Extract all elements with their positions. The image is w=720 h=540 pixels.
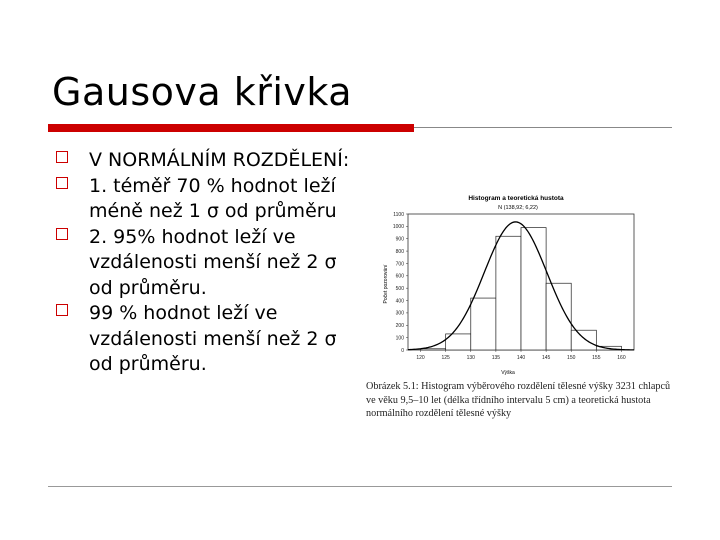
histogram-bar <box>521 228 546 350</box>
title-divider-line <box>414 127 672 128</box>
y-tick-label: 800 <box>395 248 404 255</box>
y-tick-label: 900 <box>395 236 404 243</box>
bullet-text: 99 % hodnot leží ve vzdálenosti menší než 2 σ od průměru. <box>89 302 337 375</box>
slide-title: Gausova křivka <box>52 70 353 114</box>
bullet-text: 2. 95% hodnot leží ve vzdálenosti menší než 2 σ od průměru. <box>89 225 337 299</box>
title-accent-bar <box>48 124 414 132</box>
bullet-item <box>56 225 356 302</box>
y-tick-label: 1100 <box>393 211 404 218</box>
x-tick-label: 150 <box>567 355 576 361</box>
x-tick-label: 130 <box>466 355 475 361</box>
histogram-bar <box>471 298 496 350</box>
x-axis-label: Výška <box>501 370 515 376</box>
x-tick-label: 125 <box>441 355 450 361</box>
bottom-divider-line <box>48 486 672 487</box>
y-tick-label: 400 <box>395 298 404 305</box>
y-tick-label: 1000 <box>392 224 404 231</box>
y-tick-label: 600 <box>395 273 404 280</box>
bullet-text: V NORMÁLNÍM ROZDĚLENÍ: <box>89 149 350 171</box>
x-tick-label: 155 <box>592 355 601 361</box>
square-bullet-icon <box>56 228 68 240</box>
x-tick-label: 160 <box>617 355 626 361</box>
bullet-item <box>56 301 356 378</box>
bullet-text: 1. téměř 70 % hodnot leží méně než 1 σ od průměru <box>89 174 337 222</box>
y-axis-label: Počet pozorování <box>383 264 389 304</box>
square-bullet-icon <box>56 304 68 316</box>
y-tick-label: 300 <box>395 310 404 317</box>
figure-caption: Obrázek 5.1: Histogram výběrového rozdělení tělesné výšky 3231 chlapců ve věku 9,5–10 let (délka třídního intervalu 5 cm) a teoretická hustota normálního rozdělení tělesné výšky <box>366 381 671 419</box>
y-tick-label: 0 <box>401 347 404 354</box>
y-tick-label: 200 <box>395 323 404 330</box>
x-tick-label: 135 <box>491 355 501 361</box>
histogram-bar <box>571 330 596 350</box>
bullet-item <box>56 148 356 174</box>
bullet-list <box>56 148 356 378</box>
histogram-bar <box>496 236 521 350</box>
histogram-bar <box>421 349 446 350</box>
square-bullet-icon <box>56 177 68 189</box>
histogram-chart <box>364 178 676 378</box>
y-tick-label: 500 <box>395 285 404 292</box>
y-tick-label: 100 <box>395 335 404 342</box>
bullet-item <box>56 174 356 225</box>
x-tick-label: 140 <box>516 355 526 361</box>
square-bullet-icon <box>56 151 68 163</box>
chart-subtitle: N (138,92; 6,22) <box>498 205 538 211</box>
y-tick-label: 700 <box>395 261 404 268</box>
x-tick-label: 145 <box>541 355 551 361</box>
x-tick-label: 120 <box>416 355 425 361</box>
chart-title: Histogram a teoretická hustota <box>468 195 564 202</box>
